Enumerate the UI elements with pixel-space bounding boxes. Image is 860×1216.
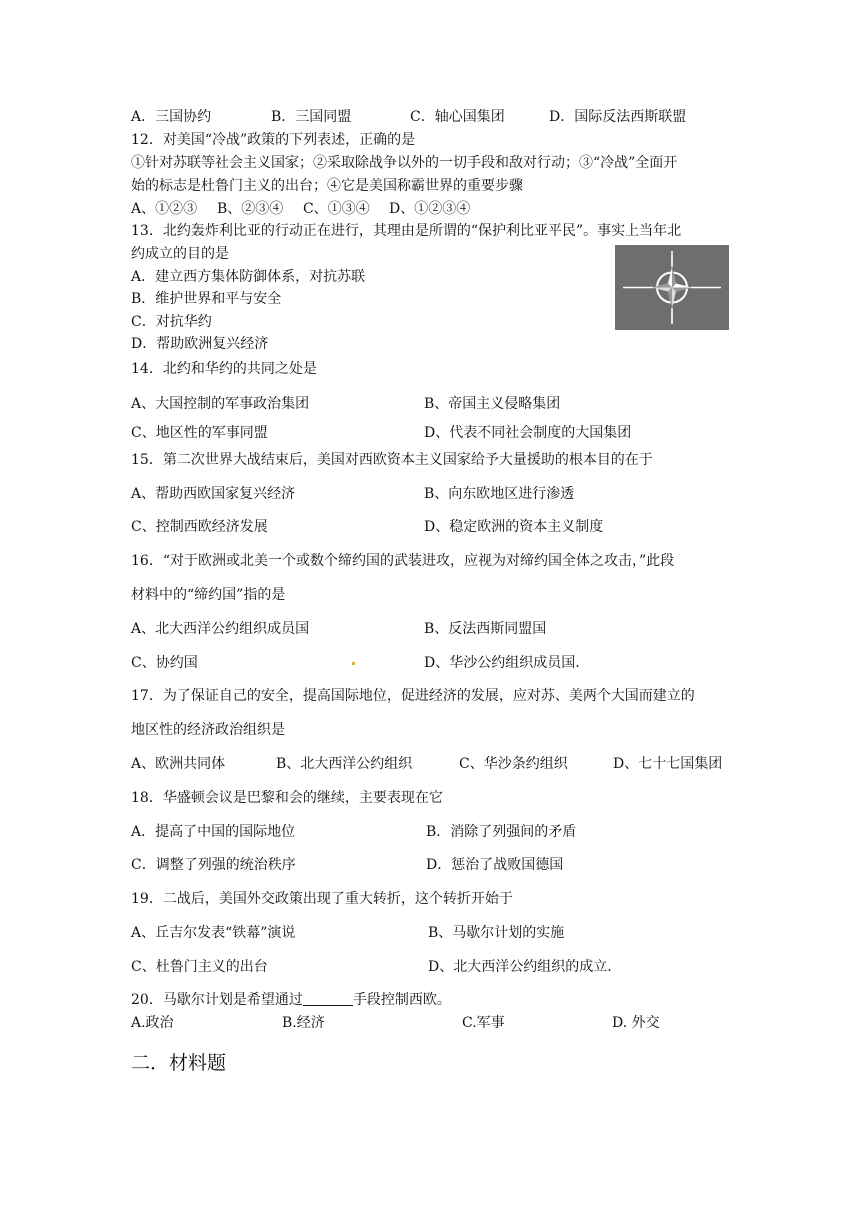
q12-stem: 12．对美国“冷战”政策的下列表述，正确的是 [131, 132, 416, 148]
q18-option-d: D．惩治了战败国德国 [426, 857, 564, 873]
q17-option-b: B、北大西洋公约组织 [276, 756, 413, 772]
q12-option-c: C、①③④ [303, 201, 370, 217]
stray-dot-mark [352, 662, 355, 665]
q13-stem-line-2: 约成立的目的是 [131, 246, 229, 262]
q15-option-a: A、帮助西欧国家复兴经济 [131, 486, 296, 502]
q12-option-b: B、②③④ [217, 201, 284, 217]
q12-statements-line-1: ①针对苏联等社会主义国家；②采取除战争以外的一切手段和敌对行动；③“冷战”全面开 [131, 155, 678, 171]
q16-stem: 16．“对于欧洲或北美一个或数个缔约国的武装进攻，应视为对缔约国全体之攻击，”此段 [131, 553, 675, 569]
q20-stem [131, 991, 451, 1009]
q12-statements-line-2: 始的标志是杜鲁门主义的出台；④它是美国称霸世界的重要步骤 [131, 178, 523, 194]
section-heading: 二．材料题 [131, 1052, 227, 1074]
q15-stem: 15．第二次世界大战结束后，美国对西欧资本主义国家给予大量援助的根本目的在于 [131, 452, 653, 468]
q14-stem: 14．北约和华约的共同之处是 [131, 361, 317, 377]
q17-option-d: D、七十七国集团 [613, 756, 723, 772]
q14-option-c: C、地区性的军事同盟 [131, 425, 268, 441]
q20-stem-before: 20．马歇尔计划是希望通过 [131, 992, 303, 1008]
q13-option-c: C．对抗华约 [131, 314, 212, 330]
nato-flag-icon [615, 245, 729, 330]
q17-option-c: C、华沙条约组织 [459, 756, 568, 772]
q20-option-b: B.经济 [282, 1015, 325, 1031]
q20-option-a: A.政治 [131, 1015, 174, 1031]
q14-option-a: A、大国控制的军事政治集团 [131, 396, 310, 412]
q19-option-d: D、北大西洋公约组织的成立. [428, 959, 612, 975]
q13-option-a: A．建立西方集体防御体系，对抗苏联 [131, 269, 366, 285]
q19-stem: 19．二战后，美国外交政策出现了重大转折，这个转折开始于 [131, 891, 513, 907]
q12-option-a: A、①②③ [131, 201, 198, 217]
q14-option-d: D、代表不同社会制度的大国集团 [424, 425, 632, 441]
q16-option-c: C、协约国 [131, 655, 198, 671]
q11-option-d: D．国际反法西斯联盟 [549, 109, 687, 125]
q17-option-a: A、欧洲共同体 [131, 756, 226, 772]
q11-option-b: B．三国同盟 [271, 109, 352, 125]
q20-answer-blank [303, 991, 353, 1006]
q14-option-b: B、帝国主义侵略集团 [424, 396, 561, 412]
q19-option-c: C、杜鲁门主义的出台 [131, 959, 268, 975]
q13-stem: 13．北约轰炸利比亚的行动正在进行，其理由是所谓的“保护利比亚平民”。事实上当年北 [131, 223, 682, 239]
q20-option-c: C.军事 [462, 1015, 505, 1031]
q18-option-c: C．调整了列强的统治秩序 [131, 857, 296, 873]
q15-option-d: D、稳定欧洲的资本主义制度 [424, 519, 604, 535]
q20-stem-after: 手段控制西欧。 [352, 992, 451, 1008]
q13-option-d: D．帮助欧洲复兴经济 [131, 336, 269, 352]
q15-option-b: B、向东欧地区进行渗透 [424, 486, 575, 502]
q19-option-b: B、马歇尔计划的实施 [428, 925, 565, 941]
q17-stem-line-2: 地区性的经济政治组织是 [131, 722, 285, 738]
q20-option-d: D. 外交 [612, 1015, 660, 1031]
q16-stem-line-2: 材料中的“缔约国”指的是 [131, 587, 286, 603]
q13-option-b: B．维护世界和平与安全 [131, 291, 282, 307]
q15-option-c: C、控制西欧经济发展 [131, 519, 268, 535]
q17-stem: 17．为了保证自己的安全，提高国际地位，促进经济的发展，应对苏、美两个大国而建立的 [131, 688, 695, 704]
q18-stem: 18．华盛顿会议是巴黎和会的继续，主要表现在它 [131, 790, 443, 806]
q11-option-a: A．三国协约 [131, 109, 212, 125]
q12-option-d: D、①②③④ [389, 201, 471, 217]
q18-option-b: B．消除了列强间的矛盾 [426, 824, 577, 840]
q16-option-b: B、反法西斯同盟国 [424, 621, 547, 637]
q16-option-a: A、北大西洋公约组织成员国 [131, 621, 310, 637]
q18-option-a: A．提高了中国的国际地位 [131, 824, 296, 840]
q11-option-c: C．轴心国集团 [410, 109, 505, 125]
q19-option-a: A、丘吉尔发表“铁幕”演说 [131, 925, 296, 941]
q16-option-d: D、华沙公约组织成员国. [424, 655, 580, 671]
